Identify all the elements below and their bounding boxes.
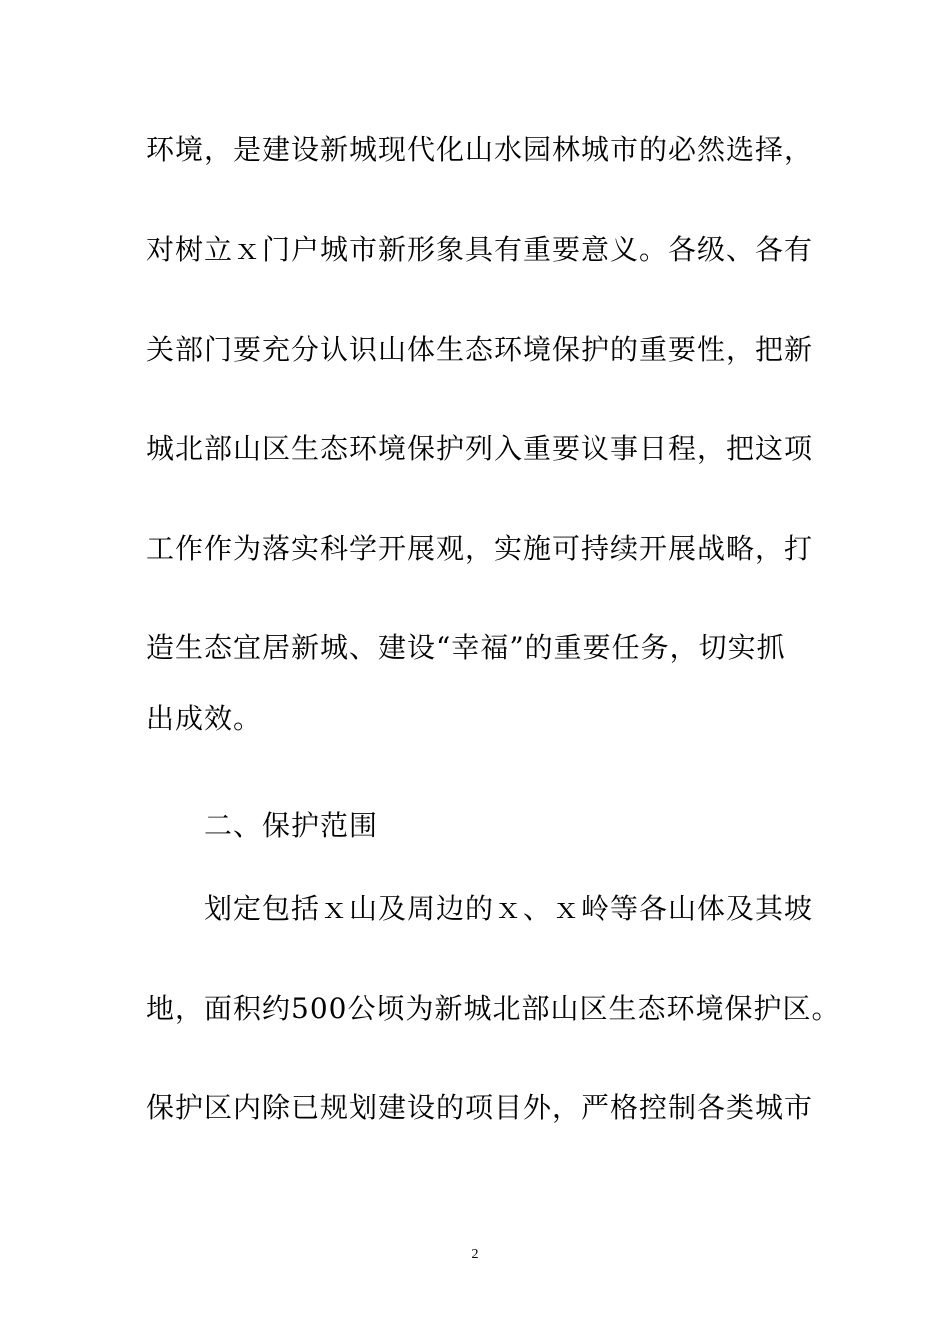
body-text-line: 对树立ｘ门户城市新形象具有重要意义。各级、各有 (146, 233, 814, 266)
body-text-line: 划定包括ｘ山及周边的ｘ、ｘ岭等各山体及其坡 (204, 892, 814, 925)
body-text-line: 地，面积约500公顷为新城北部山区生态环境保护区。 (146, 992, 841, 1025)
body-text-line: 出成效。 (146, 702, 263, 735)
body-text-line: 城北部山区生态环境保护列入重要议事日程，把这项 (146, 432, 814, 465)
body-text-line: 造生态宜居新城、建设“幸福”的重要任务，切实抓 (146, 631, 786, 664)
body-text-line: 关部门要充分认识山体生态环境保护的重要性，把新 (146, 333, 814, 366)
page-number: 2 (471, 1247, 479, 1262)
body-text-line: 保护区内除已规划建设的项目外，严格控制各类城市 (146, 1091, 814, 1124)
body-text-line: 工作作为落实科学开展观，实施可持续开展战略，打 (146, 532, 814, 565)
body-text-line: 环境，是建设新城现代化山水园林城市的必然选择， (146, 133, 814, 166)
section-heading: 二、保护范围 (204, 809, 379, 842)
